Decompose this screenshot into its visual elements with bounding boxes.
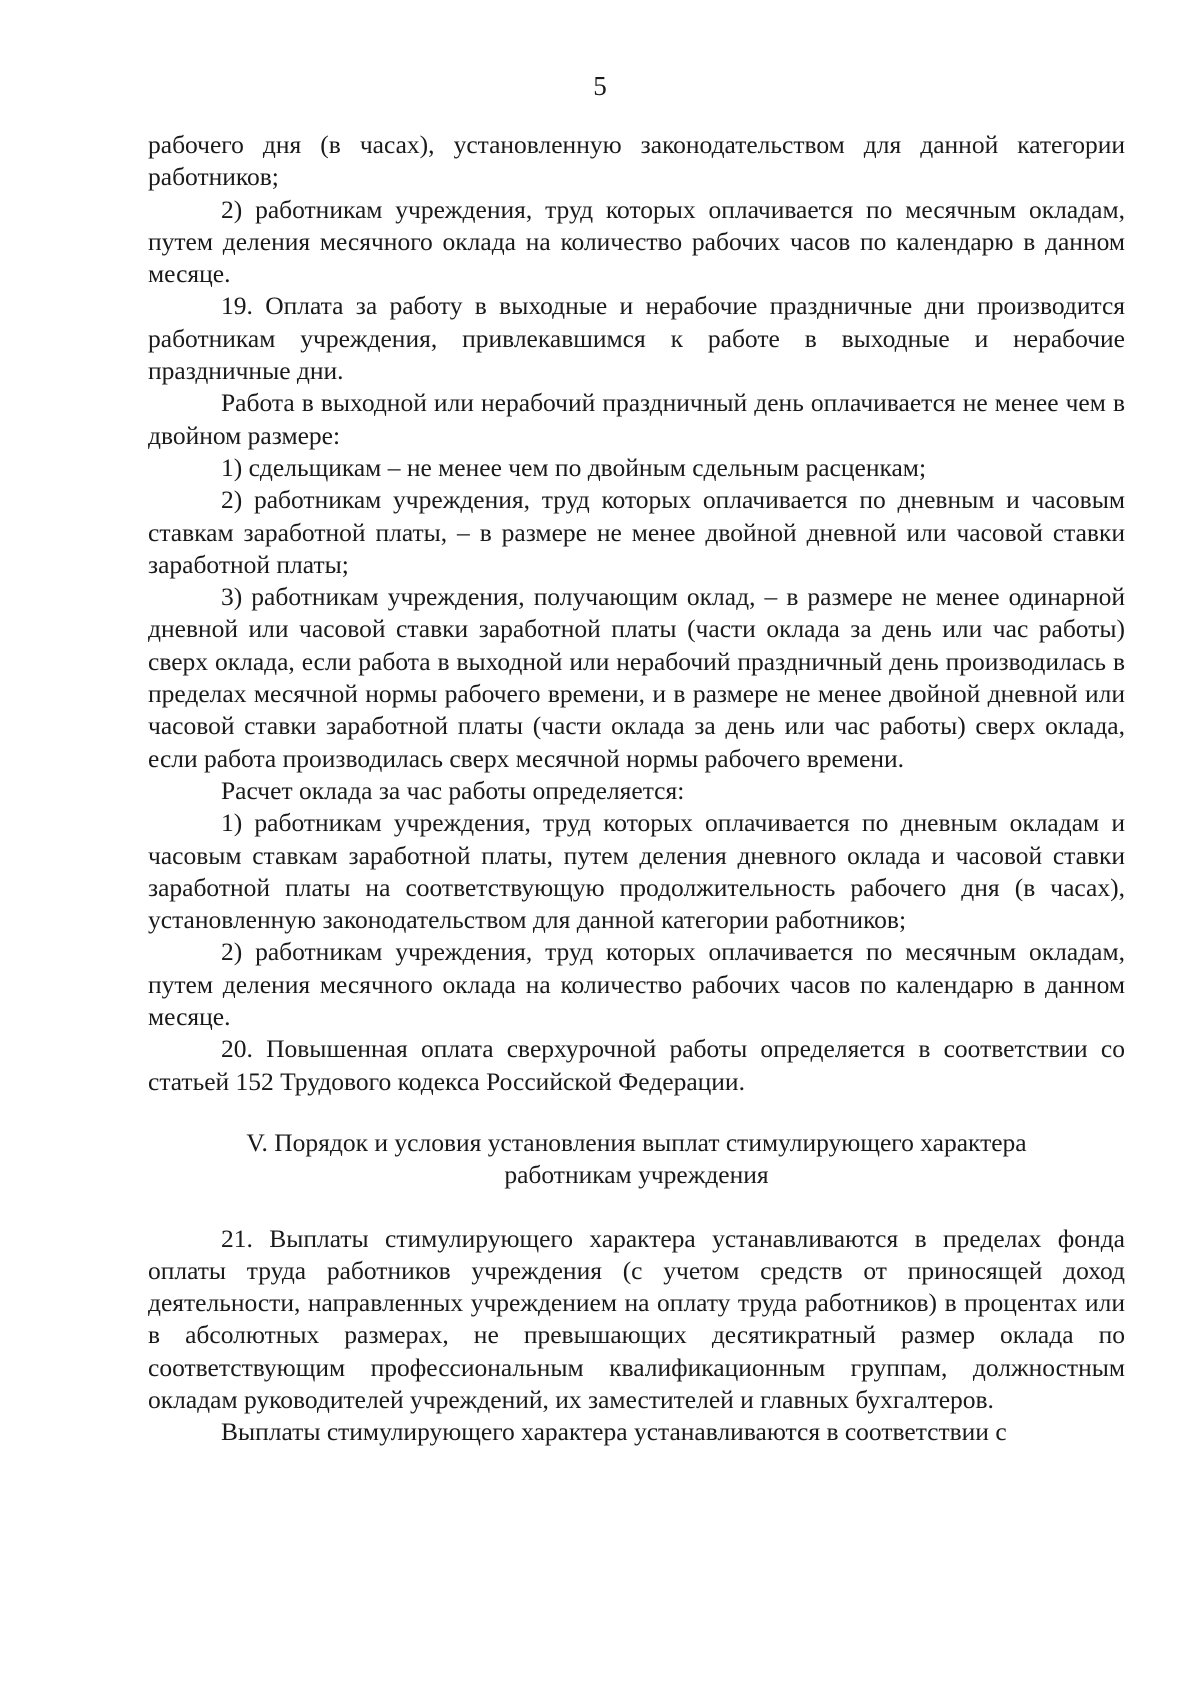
paragraph-weekend-pay: Работа в выходной или нерабочий праздничный день оплачивается не менее чем в двойном размере: <box>148 388 1125 450</box>
paragraph-20: 20. Повышенная оплата сверхурочной работы определяется в соответствии со статьей 152 Трудового кодекса Российской Федерации. <box>148 1034 1125 1096</box>
paragraph-continuation: рабочего дня (в часах), установленную законодательством для данной категории работников; <box>148 130 1125 192</box>
page-number: 5 <box>593 71 607 101</box>
spacer <box>148 1098 1125 1127</box>
paragraph-21: 21. Выплаты стимулирующего характера устанавливаются в пределах фонда оплаты труда работников учреждения (с учетом средств от приносящей доход деятельности, направленных учреждением на оплату труда работников) в процентах или в абсолютных размерах, не превышающих десятикратный размер оклада по соответствующим профессиональным квалификационным группам, должностным окладам руководителей учреждений, их заместителей и главных бухгалтеров. <box>148 1223 1125 1414</box>
paragraph-calc-item-1: 1) работникам учреждения, труд которых оплачивается по дневным окладам и часовым ставкам заработной платы, путем деления дневного оклада и часовой ставки заработной платы на соответствующую продолжительность рабочего дня (в часах), установленную законодательством для данной категории работников; <box>148 808 1125 935</box>
paragraph-calc-item-2: 2) работникам учреждения, труд которых оплачивается по месячным окладам, путем деления месячного оклада на количество рабочих часов по календарю в данном месяце. <box>148 937 1125 1032</box>
section-heading-line-1: V. Порядок и условия установления выплат стимулирующего характера <box>246 1127 1027 1157</box>
paragraph-item-2-monthly: 2) работникам учреждения, труд которых оплачивается по месячным окладам, путем деления месячного оклада на количество рабочих часов по календарю в данном месяце. <box>148 194 1125 289</box>
paragraph-item-1-piecework: 1) сдельщикам – не менее чем по двойным сдельным расценкам; <box>221 452 927 482</box>
spacer <box>148 1192 1125 1223</box>
paragraph-item-3-salary: 3) работникам учреждения, получающим оклад, – в размере не менее одинарной дневной или часовой ставки заработной платы (части оклада за день или час работы) сверх оклада, если работа в выходной или нерабочий праздничный день производилась в пределах месячной нормы рабочего времени, и в размере не менее двойной дневной или часовой ставки заработной платы (части оклада за день или час работы) сверх оклада, если работа производилась сверх месячной нормы рабочего времени. <box>148 582 1125 773</box>
paragraph-hourly-calc: Расчет оклада за час работы определяется: <box>221 775 685 805</box>
paragraph-item-2-daily-hourly: 2) работникам учреждения, труд которых оплачивается по дневным и часовым ставкам заработной платы, – в размере не менее двойной дневной или часовой ставки заработной платы; <box>148 485 1125 579</box>
paragraph-19: 19. Оплата за работу в выходные и нерабочие праздничные дни производится работникам учреждения, привлекавшимся к работе в выходные и нерабочие праздничные дни. <box>148 291 1125 386</box>
paragraph-incentive-continued: Выплаты стимулирующего характера устанавливаются в соответствии с <box>221 1417 1007 1447</box>
section-heading-line-2: работникам учреждения <box>504 1160 769 1190</box>
document-body <box>148 129 1125 1449</box>
